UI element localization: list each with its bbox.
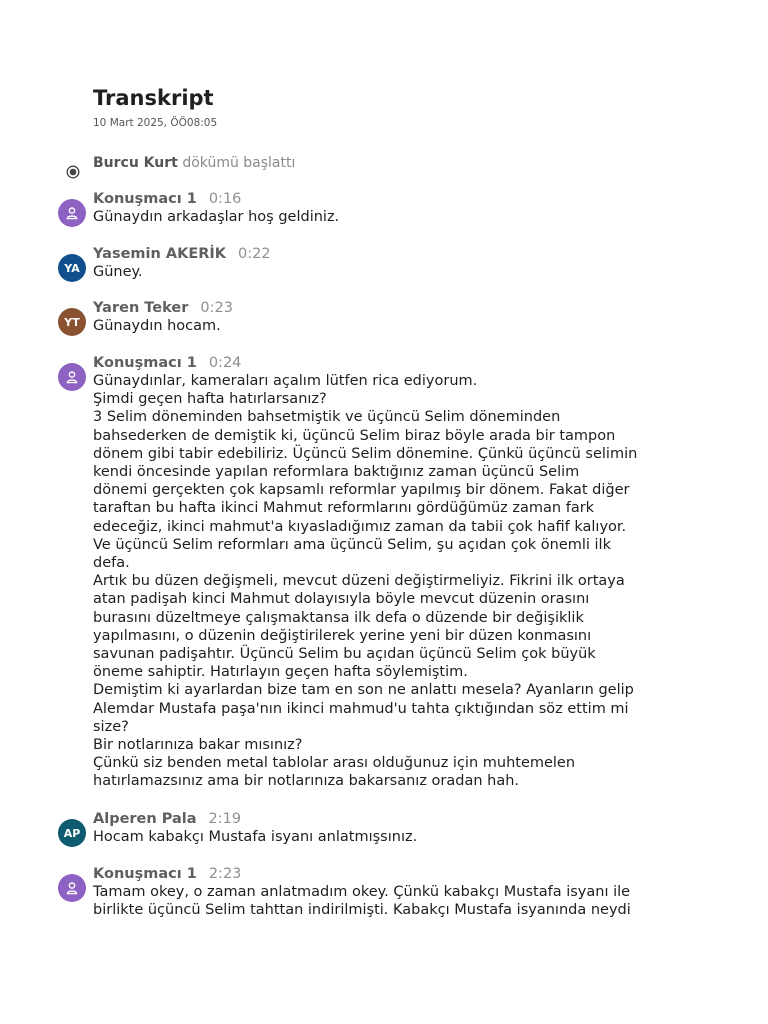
text-line: Günaydın arkadaşlar hoş geldiniz. [93,209,340,225]
transcript-entry [64,245,693,281]
text-line: bahsederken de demiştik ki, üçüncü Selim biraz böyle arada bir tampon [93,427,616,444]
text-line: edeceğiz, ikinci mahmut'a kıyasladığımız zaman da tabii çok hafif kalıyor. [93,518,627,535]
text-line: öneme sahiptir. Hatırlayın geçen hafta söylemiştim. [93,664,468,681]
text-line: defa. [93,555,130,572]
speaker-name: Alperen Pala [93,811,197,827]
entry-header [93,245,693,263]
event-text: dökümü başlattı [182,155,296,171]
speaker-name: Konuşmacı 1 [93,355,197,371]
timestamp[interactable]: 0:24 [208,355,242,371]
text-line: Ve üçüncü Selim reformları ama üçüncü Selim, şu açıdan çok önemli ilk [93,536,611,553]
text-line: birlikte üçüncü Selim tahttan indirilmişti. Kabakçı Mustafa isyanında neydi [93,902,631,919]
text-line: kendi öncesinde yapılan reformlara baktığınız zaman üçüncü Selim [93,464,580,481]
speaker-name: Konuşmacı 1 [93,866,197,882]
page-title: Transkript [93,86,214,110]
entry-header [93,810,693,828]
text-line: dönem gibi tabir edebiliriz. Üçüncü Selim dönemine. Çünkü üçüncü selimin [93,445,638,462]
timestamp[interactable]: 2:23 [208,866,242,882]
avatar-initials: YT [64,315,80,329]
text-line: Günaydınlar, kameraları açalım lütfen rica ediyorum. [93,373,478,389]
entry-text [93,372,693,791]
entry-text [93,828,693,846]
text-line: Artık bu düzen değişmeli, mevcut düzeni değiştirmeliyiz. Fikrini ilk ortaya [93,573,625,590]
speaker-avatar[interactable] [58,874,86,902]
transcript-entry [63,810,693,846]
text-line: Tamam okey, o zaman anlatmadım okey. Çünkü kabakçı Mustafa isyanı ile [93,884,631,900]
entry-text [93,883,693,919]
entry-header [93,299,693,317]
meeting-date: 10 Mart 2025, ÖÖ08:05 [93,117,218,129]
text-line: atan padişah kinci Mahmut dolayısıyla böyle mevcut düzenin orasını [93,591,590,608]
speaker-avatar[interactable] [58,308,86,336]
avatar-initials: AP [63,826,81,840]
entry-header [93,190,693,208]
text-line: yapılmasını, o düzenin değiştirilerek yerine yeni bir düzen konmasını [93,627,592,644]
text-line: Güney. [93,264,143,280]
text-line: dönemi gerçekten çok kapsamlı reformlar yapılmış bir dönem. Fakat diğer [93,482,630,499]
entry-text [93,263,693,281]
transcript-entry [93,190,693,226]
text-line: Demiştim ki ayarlardan bize tam en son ne anlattı mesela? Ayanların gelip [93,682,634,699]
record-icon [66,165,80,179]
timestamp[interactable]: 0:23 [200,300,233,316]
entry-text [93,208,693,226]
text-line: Bir notlarınıza bakar mısınız? [93,737,303,754]
text-line: size? [93,718,129,735]
text-line: Hocam kabakçı Mustafa isyanı anlatmışsınız. [93,829,418,845]
speaker-name: Yaren Teker [93,300,189,316]
speaker-avatar[interactable] [58,254,86,282]
text-line: savunan padişahtır. Üçüncü Selim bu açıdan üçüncü Selim çok büyük [93,646,596,663]
entry-text [93,317,693,335]
timestamp[interactable]: 2:19 [208,811,242,827]
transcript-entry [64,299,693,335]
speaker-avatar[interactable] [58,363,86,391]
entry-header [93,865,693,883]
event-user-name: Burcu Kurt [93,155,178,171]
avatar-initials: YA [64,261,80,275]
transcript-entry [93,865,693,919]
text-line: Şimdi geçen hafta hatırlarsanız? [93,391,327,408]
speaker-name: Yasemin AKERİK [93,246,227,262]
person-icon [65,206,79,220]
text-line: taraftan bu hafta ikinci Mahmut reformlarını gördüğümüz zaman fark [93,500,595,517]
person-icon [65,370,79,384]
text-line: burasını düzeltmeye çalışmaktansa ilk defa o düzende bir değişiklik [93,609,584,626]
timestamp[interactable]: 0:22 [238,246,271,262]
text-line: Çünkü siz benden metal tablolar arası olduğunuz için muhtemelen [93,755,576,772]
speaker-name: Konuşmacı 1 [93,191,197,207]
text-line: 3 Selim döneminden bahsetmiştik ve üçüncü Selim döneminden [93,409,561,426]
transcript-entry [93,354,693,791]
entry-header [93,354,693,372]
text-line: Alemdar Mustafa paşa'nın ikinci mahmud'u tahta çıktığından söz ettim mi [93,700,629,717]
speaker-avatar[interactable] [58,199,86,227]
timestamp[interactable]: 0:16 [208,191,242,207]
text-line: hatırlamazsınız ama bir notlarınıza bakarsanız oradan hah. [93,773,520,790]
text-line: Günaydın hocam. [93,318,221,334]
person-icon [65,881,79,895]
speaker-avatar[interactable] [58,819,86,847]
transcription-start-event [93,155,295,171]
